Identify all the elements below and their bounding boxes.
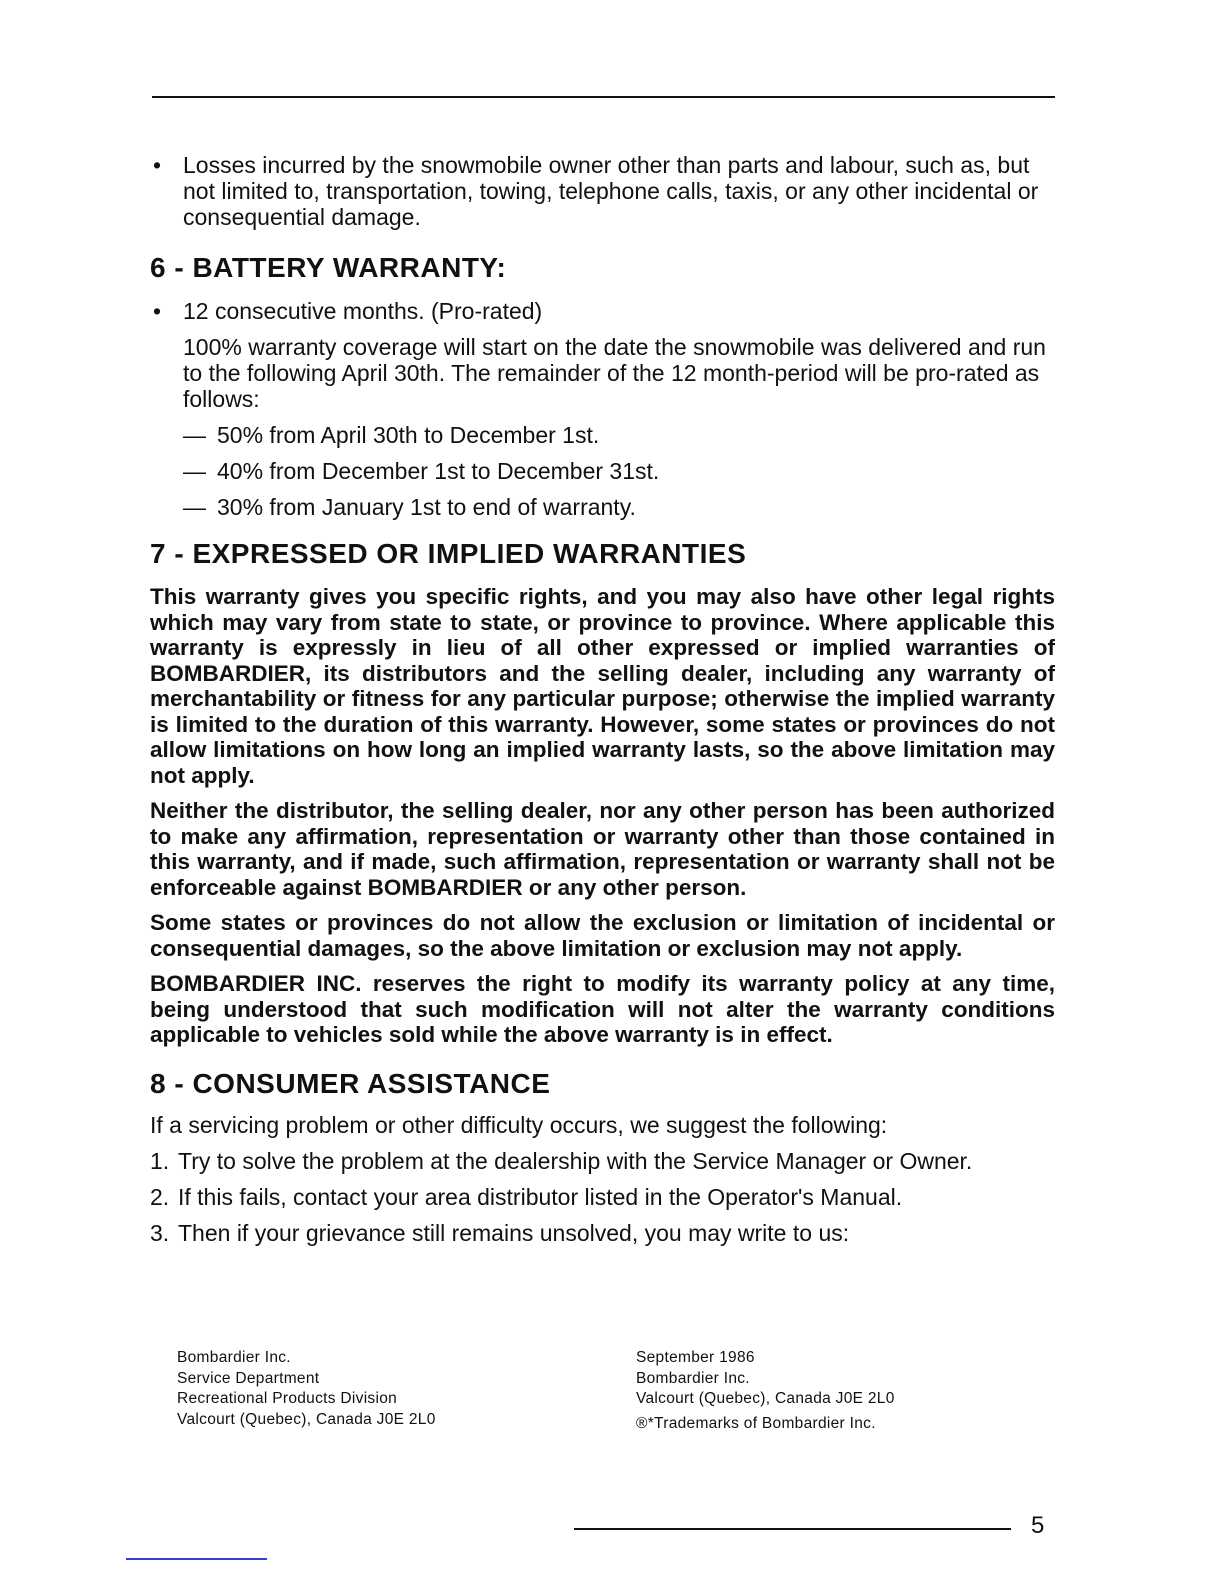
intro-bullet-text: Losses incurred by the snowmobile owner other than parts and labour, such as, but not limited to, transportation, towing, telephone calls, taxis, or any other incidental or consequential damage. bbox=[183, 152, 1039, 230]
publisher-name: Bombardier Inc. bbox=[636, 1369, 750, 1387]
section-8-heading: 8 - CONSUMER ASSISTANCE bbox=[150, 1067, 551, 1099]
page-body bbox=[150, 152, 1055, 1246]
section-7-paragraph-3: Some states or provinces do not allow the exclusion or limitation of incidental or consequential damages, so the above limitation or exclusion may not apply. bbox=[150, 910, 1055, 961]
section-8-step-2 bbox=[150, 1184, 1055, 1210]
section-6-heading: 6 - BATTERY WARRANTY: bbox=[150, 252, 507, 283]
section-6-item-1 bbox=[150, 422, 1055, 448]
section-8-intro: If a servicing problem or other difficulty occurs, we suggest the following: bbox=[150, 1111, 888, 1138]
top-divider bbox=[152, 96, 1055, 98]
section-6-item-3 bbox=[150, 494, 1055, 520]
section-8-step-1 bbox=[150, 1148, 1055, 1174]
address-line: Service Department bbox=[177, 1369, 320, 1387]
section-7-paragraph-4: BOMBARDIER INC. reserves the right to modify its warranty policy at any time, being understood that such modification will not alter the warranty conditions applicable to vehicles sold while the above warranty is in effect. bbox=[150, 971, 1055, 1047]
section-6-bullet-text: 12 consecutive months. (Pro-rated) bbox=[183, 298, 543, 324]
scan-edge-mark bbox=[126, 1558, 267, 1560]
publication-date: September 1986 bbox=[636, 1349, 755, 1366]
intro-bullet bbox=[150, 152, 1055, 230]
bullet-marker: • bbox=[153, 298, 162, 324]
step-text: Then if your grievance still remains unsolved, you may write to us: bbox=[178, 1219, 850, 1246]
address-line: Bombardier Inc. bbox=[177, 1349, 291, 1366]
dash-marker: — bbox=[183, 494, 206, 520]
section-6-bullet bbox=[150, 298, 1055, 324]
address-line: Recreational Products Division bbox=[177, 1390, 398, 1407]
footer-divider bbox=[574, 1528, 1011, 1530]
step-text: Try to solve the problem at the dealership with the Service Manager or Owner. bbox=[178, 1147, 973, 1174]
trademark-notice: ®*Trademarks of Bombardier Inc. bbox=[636, 1414, 876, 1432]
section-7-heading: 7 - EXPRESSED OR IMPLIED WARRANTIES bbox=[150, 538, 747, 569]
mailing-address bbox=[177, 1348, 436, 1430]
address-line: Valcourt (Quebec), Canada J0E 2L0 bbox=[177, 1410, 436, 1428]
step-number: 2. bbox=[150, 1183, 170, 1210]
publisher-location: Valcourt (Quebec), Canada J0E 2L0 bbox=[636, 1390, 895, 1407]
step-number: 3. bbox=[150, 1219, 170, 1246]
section-7-paragraph-2: Neither the distributor, the selling dealer, nor any other person has been authorized to make any affirmation, representation or warranty other than those contained in this warranty, and if made, such affirmation, representation or warranty shall not be enforceable against BOMBARDIER or any other person. bbox=[150, 798, 1055, 900]
step-text: If this fails, contact your area distributor listed in the Operator's Manual. bbox=[178, 1183, 903, 1210]
section-7-paragraph-1: This warranty gives you specific rights, and you may also have other legal rights which may vary from state to state, or province to province. Where applicable this warranty is expressly in lieu of all other expressed or implied warranties of BOMBARDIER, its distributors and the selling dealer, including any warranty of merchantability or fitness for any particular purpose; otherwise the implied warranty is limited to the duration of this warranty. However, some states or provinces do not allow limitations on how long an implied warranty lasts, so the above limitation may not apply. bbox=[150, 584, 1055, 788]
section-6-item-2-text: 40% from December 1st to December 31st. bbox=[217, 458, 660, 484]
section-8-step-3 bbox=[150, 1220, 1055, 1246]
publication-info bbox=[636, 1348, 895, 1434]
section-6-item-2 bbox=[150, 458, 1055, 484]
section-6-item-3-text: 30% from January 1st to end of warranty. bbox=[217, 494, 636, 520]
page-number: 5 bbox=[1031, 1512, 1045, 1539]
step-number: 1. bbox=[150, 1147, 170, 1174]
bullet-marker: • bbox=[153, 152, 162, 178]
dash-marker: — bbox=[183, 422, 206, 448]
dash-marker: — bbox=[183, 458, 206, 484]
section-6-item-1-text: 50% from April 30th to December 1st. bbox=[217, 422, 600, 448]
section-6-paragraph: 100% warranty coverage will start on the date the snowmobile was delivered and run to the following April 30th. The remainder of the 12 month-period will be pro-rated as follows: bbox=[183, 334, 1046, 412]
